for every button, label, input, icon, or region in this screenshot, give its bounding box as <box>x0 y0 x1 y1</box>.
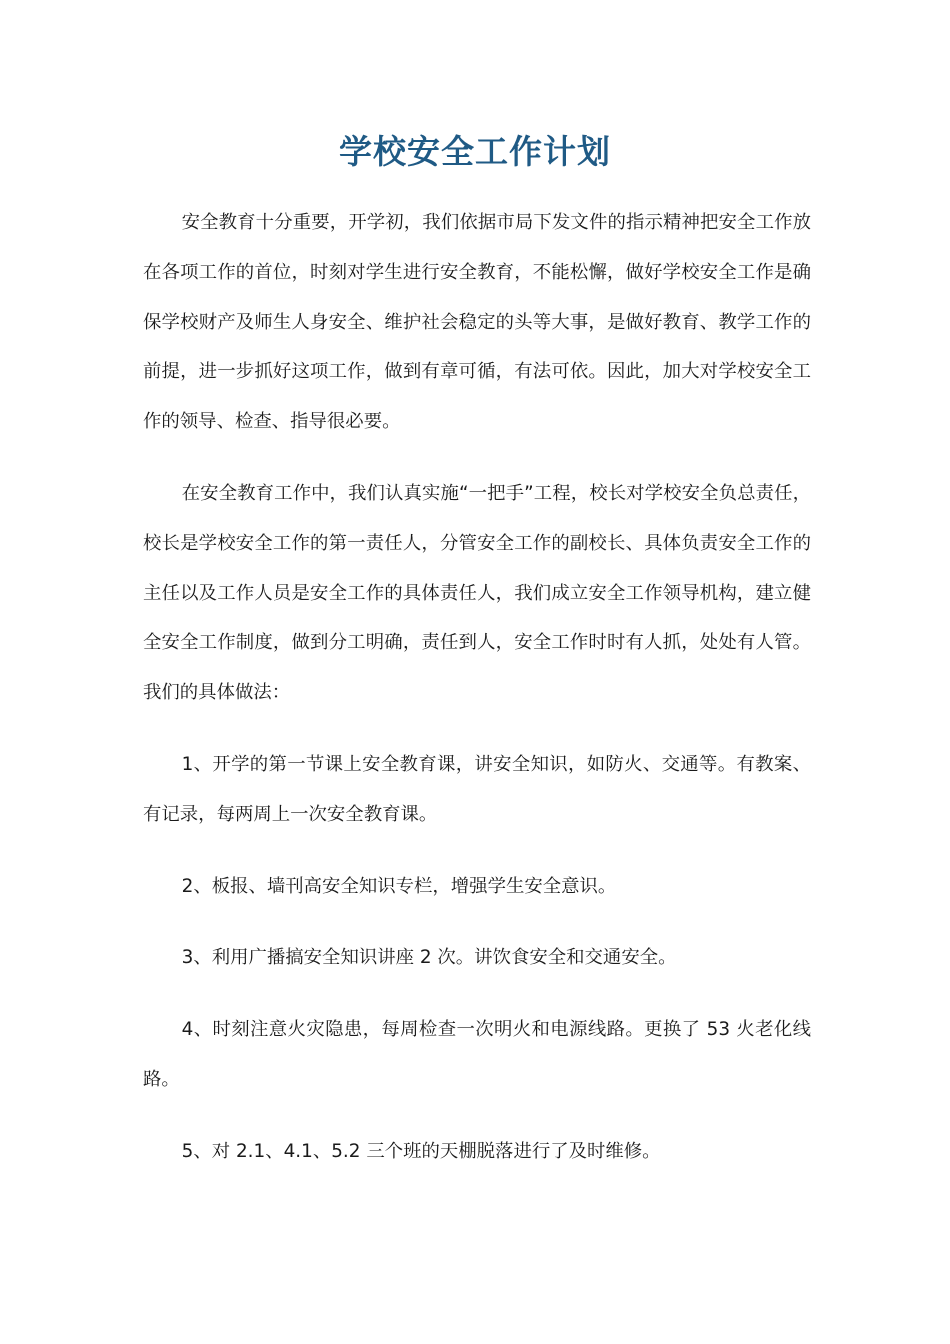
list-item: 5、对 2.1、4.1、5.2 三个班的天棚脱落进行了及时维修。 <box>181 1140 661 1162</box>
list-item: 4、时刻注意火灾隐患，每周检查一次明火和电源线路。更换了 53 火老化线路。 <box>143 1019 811 1090</box>
document-body <box>143 198 811 1199</box>
list-item: 1、开学的第一节课上安全教育课，讲安全知识，如防火、交通等。有教案、有记录，每两周上一次安全教育课。 <box>143 753 811 825</box>
list-item: 2、板报、墙刊高安全知识专栏，增强学生安全意识。 <box>181 875 617 897</box>
list-item: 3、利用广播搞安全知识讲座 2 次。讲饮食安全和交通安全。 <box>181 947 677 969</box>
document-title: 学校安全工作计划 <box>339 132 611 171</box>
paragraph-intro: 安全教育十分重要，开学初，我们依据市局下发文件的指示精神把安全工作放在各项工作的首位，时刻对学生进行安全教育，不能松懈，做好学校安全工作是确保学校财产及师生人身安全、维护社会稳定的头等大事，是做好教育、教学工作的前提，进一步抓好这项工作，做到有章可循，有法可依。因此，加大对学校安全工作的领导、检查、指导很必要。 <box>143 212 811 433</box>
paragraph-responsibility: 在安全教育工作中，我们认真实施“一把手”工程，校长对学校安全负总责任，校长是学校安全工作的第一责任人，分管安全工作的副校长、具体负责安全工作的主任以及工作人员是安全工作的具体责任人，我们成立安全工作领导机构，建立健全安全工作制度，做到分工明确，责任到人，安全工作时时有人抓，处处有人管。我们的具体做法： <box>143 482 811 704</box>
